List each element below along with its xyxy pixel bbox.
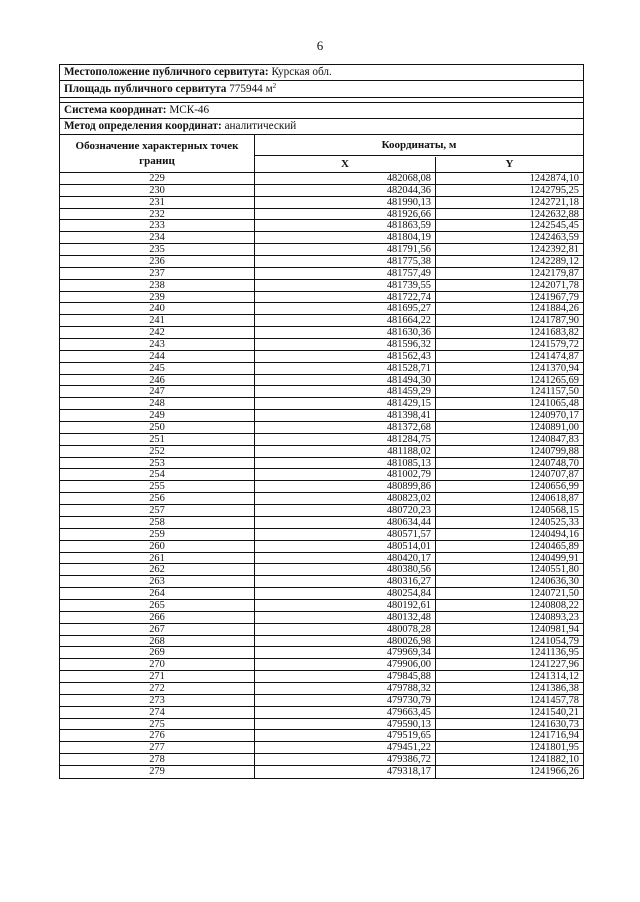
area-unit: м bbox=[265, 83, 273, 95]
point-number: 233 bbox=[60, 220, 255, 231]
point-number: 254 bbox=[60, 469, 255, 480]
point-number: 248 bbox=[60, 398, 255, 409]
point-number: 232 bbox=[60, 209, 255, 220]
x-coordinate: 481863,59 bbox=[255, 220, 436, 231]
x-coordinate: 480823,02 bbox=[255, 493, 436, 504]
area-unit-superscript: 2 bbox=[272, 82, 277, 90]
y-coordinate: 1241966,26 bbox=[529, 765, 579, 777]
table-row bbox=[60, 636, 583, 648]
x-coordinate: 481528,71 bbox=[255, 363, 436, 374]
x-coordinate: 481459,29 bbox=[255, 386, 436, 397]
x-coordinate: 481757,49 bbox=[255, 268, 436, 279]
x-coordinate: 479969,34 bbox=[255, 647, 436, 658]
table-row bbox=[60, 647, 583, 659]
x-coordinate: 481804,19 bbox=[255, 232, 436, 243]
x-coordinate: 480571,57 bbox=[255, 529, 436, 540]
x-coordinate: 481630,36 bbox=[255, 327, 436, 338]
point-number: 234 bbox=[60, 232, 255, 243]
x-coordinate: 480720,23 bbox=[255, 505, 436, 516]
y-coordinate: 1241054,79 bbox=[529, 635, 579, 647]
table-row bbox=[60, 683, 583, 695]
x-coordinate: 480132,48 bbox=[255, 612, 436, 623]
table-row bbox=[60, 742, 583, 754]
x-coordinate: 481085,13 bbox=[255, 458, 436, 469]
table-row bbox=[60, 232, 583, 244]
x-coordinate: 481596,32 bbox=[255, 339, 436, 350]
point-number: 273 bbox=[60, 695, 255, 706]
point-number: 251 bbox=[60, 434, 255, 445]
y-coordinate: 1242071,78 bbox=[529, 279, 579, 291]
coordinates-table-body bbox=[60, 173, 583, 778]
point-number: 241 bbox=[60, 315, 255, 326]
point-number: 269 bbox=[60, 647, 255, 658]
point-number: 268 bbox=[60, 636, 255, 647]
x-coordinate: 481372,68 bbox=[255, 422, 436, 433]
y-coordinate: 1242721,18 bbox=[529, 196, 579, 208]
x-coordinate: 481926,66 bbox=[255, 209, 436, 220]
x-coordinate: 480078,28 bbox=[255, 624, 436, 635]
y-column-header: Y bbox=[505, 157, 514, 170]
y-coordinate: 1241716,94 bbox=[529, 730, 579, 742]
y-coordinate: 1241457,78 bbox=[529, 694, 579, 706]
y-coordinate: 1242463,59 bbox=[529, 232, 579, 244]
table-row bbox=[60, 730, 583, 742]
x-coordinate: 480192,61 bbox=[255, 600, 436, 611]
table-row bbox=[60, 386, 583, 398]
table-row bbox=[60, 410, 583, 422]
table-row bbox=[60, 446, 583, 458]
y-coordinate: 1242795,25 bbox=[529, 184, 579, 196]
x-coordinate: 480420,17 bbox=[255, 553, 436, 564]
x-coordinate: 479451,22 bbox=[255, 742, 436, 753]
x-coordinate: 482044,36 bbox=[255, 185, 436, 196]
point-number: 259 bbox=[60, 529, 255, 540]
x-coordinate: 481429,15 bbox=[255, 398, 436, 409]
table-row bbox=[60, 280, 583, 292]
method-label: Метод определения координат: bbox=[64, 120, 222, 132]
point-number: 236 bbox=[60, 256, 255, 267]
table-row bbox=[60, 576, 583, 588]
point-number: 274 bbox=[60, 707, 255, 718]
table-row bbox=[60, 493, 583, 505]
x-coordinate: 481739,55 bbox=[255, 280, 436, 291]
table-row bbox=[60, 553, 583, 565]
table-row bbox=[60, 541, 583, 553]
table-row bbox=[60, 719, 583, 731]
point-number: 261 bbox=[60, 553, 255, 564]
point-number: 271 bbox=[60, 671, 255, 682]
table-row bbox=[60, 600, 583, 612]
coordinates-header: Координаты, м bbox=[255, 135, 583, 156]
y-coordinate: 1241227,96 bbox=[529, 659, 579, 671]
point-number: 260 bbox=[60, 541, 255, 552]
x-coordinate: 480634,44 bbox=[255, 517, 436, 528]
point-number: 275 bbox=[60, 719, 255, 730]
table-row bbox=[60, 256, 583, 268]
point-number: 230 bbox=[60, 185, 255, 196]
table-row bbox=[60, 517, 583, 529]
y-coordinate: 1241882,10 bbox=[529, 754, 579, 766]
table-row bbox=[60, 351, 583, 363]
point-number: 242 bbox=[60, 327, 255, 338]
x-coordinate: 479845,88 bbox=[255, 671, 436, 682]
x-coordinate: 481562,43 bbox=[255, 351, 436, 362]
point-number: 270 bbox=[60, 659, 255, 670]
y-coordinate: 1240494,16 bbox=[529, 528, 579, 540]
y-coordinate: 1240847,83 bbox=[529, 433, 579, 445]
points-column-header: Обозначение характерных точек границ bbox=[60, 135, 255, 172]
x-coordinate: 481284,75 bbox=[255, 434, 436, 445]
y-coordinate: 1240981,94 bbox=[529, 623, 579, 635]
y-coordinate: 1241065,48 bbox=[529, 398, 579, 410]
table-row bbox=[60, 244, 583, 256]
point-number: 240 bbox=[60, 303, 255, 314]
point-number: 255 bbox=[60, 481, 255, 492]
table-row bbox=[60, 173, 583, 185]
y-coordinate: 1240799,88 bbox=[529, 445, 579, 457]
table-row bbox=[60, 185, 583, 197]
x-column-header: X bbox=[255, 157, 436, 172]
table-row bbox=[60, 422, 583, 434]
table-row bbox=[60, 529, 583, 541]
method-row bbox=[60, 119, 583, 135]
y-coordinate: 1241136,95 bbox=[530, 647, 579, 659]
point-number: 229 bbox=[60, 173, 255, 184]
y-coordinate: 1240748,70 bbox=[529, 457, 579, 469]
x-coordinate: 479318,17 bbox=[255, 766, 436, 778]
table-row bbox=[60, 659, 583, 671]
point-number: 272 bbox=[60, 683, 255, 694]
y-coordinate: 1240499,91 bbox=[529, 552, 579, 564]
point-number: 253 bbox=[60, 458, 255, 469]
table-row bbox=[60, 434, 583, 446]
y-coordinate: 1241787,90 bbox=[529, 315, 579, 327]
y-coordinate: 1241801,95 bbox=[529, 742, 579, 754]
x-coordinate: 481722,74 bbox=[255, 292, 436, 303]
y-coordinate: 1241157,50 bbox=[530, 386, 579, 398]
y-coordinate: 1240891,00 bbox=[529, 422, 579, 434]
location-label: Местоположение публичного сервитута: bbox=[64, 66, 269, 78]
x-coordinate: 479788,32 bbox=[255, 683, 436, 694]
point-number: 258 bbox=[60, 517, 255, 528]
y-coordinate: 1240525,33 bbox=[529, 516, 579, 528]
y-coordinate: 1240636,30 bbox=[529, 576, 579, 588]
y-coordinate: 1242874,10 bbox=[529, 173, 579, 184]
page-number: 6 bbox=[316, 38, 324, 53]
table-row bbox=[60, 707, 583, 719]
table-row bbox=[60, 469, 583, 481]
y-coordinate: 1241967,79 bbox=[529, 291, 579, 303]
x-coordinate: 481002,79 bbox=[255, 469, 436, 480]
x-coordinate: 480316,27 bbox=[255, 576, 436, 587]
point-number: 276 bbox=[60, 730, 255, 741]
point-number: 235 bbox=[60, 244, 255, 255]
area-row bbox=[60, 81, 583, 98]
table-row bbox=[60, 315, 583, 327]
point-number: 237 bbox=[60, 268, 255, 279]
y-coordinate: 1240618,87 bbox=[529, 493, 579, 505]
point-number: 256 bbox=[60, 493, 255, 504]
location-value: Курская обл. bbox=[271, 66, 332, 78]
x-coordinate: 482068,08 bbox=[255, 173, 436, 184]
coordinate-system-row bbox=[60, 103, 583, 119]
y-coordinate: 1241630,73 bbox=[529, 718, 579, 730]
y-coordinate: 1240707,87 bbox=[529, 469, 579, 481]
table-row bbox=[60, 327, 583, 339]
point-number: 245 bbox=[60, 363, 255, 374]
y-coordinate: 1241314,12 bbox=[529, 671, 579, 683]
point-number: 279 bbox=[60, 766, 255, 778]
point-number: 243 bbox=[60, 339, 255, 350]
y-coordinate: 1242179,87 bbox=[529, 267, 579, 279]
y-coordinate: 1241370,94 bbox=[529, 362, 579, 374]
table-row bbox=[60, 458, 583, 470]
point-number: 267 bbox=[60, 624, 255, 635]
x-coordinate: 481188,02 bbox=[255, 446, 436, 457]
y-coordinate: 1240721,50 bbox=[529, 588, 579, 600]
table-row bbox=[60, 481, 583, 493]
x-coordinate: 480026,98 bbox=[255, 636, 436, 647]
table-row bbox=[60, 375, 583, 387]
point-number: 263 bbox=[60, 576, 255, 587]
x-coordinate: 480899,86 bbox=[255, 481, 436, 492]
y-coordinate: 1240970,17 bbox=[529, 410, 579, 422]
table-row bbox=[60, 363, 583, 375]
y-coordinate: 1240808,22 bbox=[529, 599, 579, 611]
point-number: 265 bbox=[60, 600, 255, 611]
table-row bbox=[60, 754, 583, 766]
y-coordinate: 1240551,80 bbox=[529, 564, 579, 576]
point-number: 239 bbox=[60, 292, 255, 303]
point-number: 252 bbox=[60, 446, 255, 457]
method-value: аналитический bbox=[224, 120, 297, 132]
table-header bbox=[60, 135, 583, 173]
table-row bbox=[60, 564, 583, 576]
location-row bbox=[60, 65, 583, 81]
y-coordinate: 1242392,81 bbox=[529, 244, 579, 256]
point-number: 249 bbox=[60, 410, 255, 421]
table-row bbox=[60, 505, 583, 517]
y-coordinate: 1241884,26 bbox=[529, 303, 579, 315]
point-number: 246 bbox=[60, 375, 255, 386]
y-coordinate: 1241683,82 bbox=[529, 327, 579, 339]
table-row bbox=[60, 339, 583, 351]
x-coordinate: 481791,56 bbox=[255, 244, 436, 255]
x-coordinate: 479386,72 bbox=[255, 754, 436, 765]
table-row bbox=[60, 695, 583, 707]
point-number: 247 bbox=[60, 386, 255, 397]
x-coordinate: 481695,27 bbox=[255, 303, 436, 314]
table-row bbox=[60, 209, 583, 221]
coordinate-system-value: МСК-46 bbox=[169, 104, 210, 116]
x-coordinate: 481664,22 bbox=[255, 315, 436, 326]
x-coordinate: 481775,38 bbox=[255, 256, 436, 267]
x-coordinate: 480380,56 bbox=[255, 564, 436, 575]
point-number: 244 bbox=[60, 351, 255, 362]
table-row bbox=[60, 624, 583, 636]
coordinate-system-label: Система координат: bbox=[64, 104, 167, 116]
x-coordinate: 479663,45 bbox=[255, 707, 436, 718]
x-coordinate: 479590,13 bbox=[255, 719, 436, 730]
y-coordinate: 1242289,12 bbox=[529, 256, 579, 268]
point-number: 257 bbox=[60, 505, 255, 516]
table-row bbox=[60, 588, 583, 600]
y-coordinate: 1242545,45 bbox=[529, 220, 579, 232]
x-coordinate: 481398,41 bbox=[255, 410, 436, 421]
y-coordinate: 1240893,23 bbox=[529, 611, 579, 623]
area-label: Площадь публичного сервитута bbox=[64, 83, 227, 95]
x-coordinate: 479519,65 bbox=[255, 730, 436, 741]
y-coordinate: 1241540,21 bbox=[529, 706, 579, 718]
point-number: 238 bbox=[60, 280, 255, 291]
table-row bbox=[60, 292, 583, 304]
table-row bbox=[60, 268, 583, 280]
point-number: 277 bbox=[60, 742, 255, 753]
table-row bbox=[60, 671, 583, 683]
point-number: 231 bbox=[60, 197, 255, 208]
point-number: 250 bbox=[60, 422, 255, 433]
x-coordinate: 479730,79 bbox=[255, 695, 436, 706]
y-coordinate: 1241386,38 bbox=[529, 682, 579, 694]
table-row bbox=[60, 303, 583, 315]
y-coordinate: 1241265,69 bbox=[529, 374, 579, 386]
table-row bbox=[60, 197, 583, 209]
x-coordinate: 479906,00 bbox=[255, 659, 436, 670]
area-value: 775944 bbox=[229, 83, 263, 95]
table-row bbox=[60, 766, 583, 778]
x-coordinate: 480514,01 bbox=[255, 541, 436, 552]
y-coordinate: 1240568,15 bbox=[529, 505, 579, 517]
y-coordinate: 1242632,88 bbox=[529, 208, 579, 220]
y-coordinate: 1241579,72 bbox=[529, 339, 579, 351]
x-coordinate: 481494,30 bbox=[255, 375, 436, 386]
table-row bbox=[60, 398, 583, 410]
x-coordinate: 480254,84 bbox=[255, 588, 436, 599]
point-number: 266 bbox=[60, 612, 255, 623]
y-coordinate: 1241474,87 bbox=[529, 350, 579, 362]
point-number: 278 bbox=[60, 754, 255, 765]
table-row bbox=[60, 612, 583, 624]
point-number: 264 bbox=[60, 588, 255, 599]
y-coordinate: 1240465,89 bbox=[529, 540, 579, 552]
x-coordinate: 481990,13 bbox=[255, 197, 436, 208]
point-number: 262 bbox=[60, 564, 255, 575]
table-row bbox=[60, 220, 583, 232]
y-coordinate: 1240656,99 bbox=[529, 481, 579, 493]
servitude-coordinates-document bbox=[59, 64, 584, 779]
